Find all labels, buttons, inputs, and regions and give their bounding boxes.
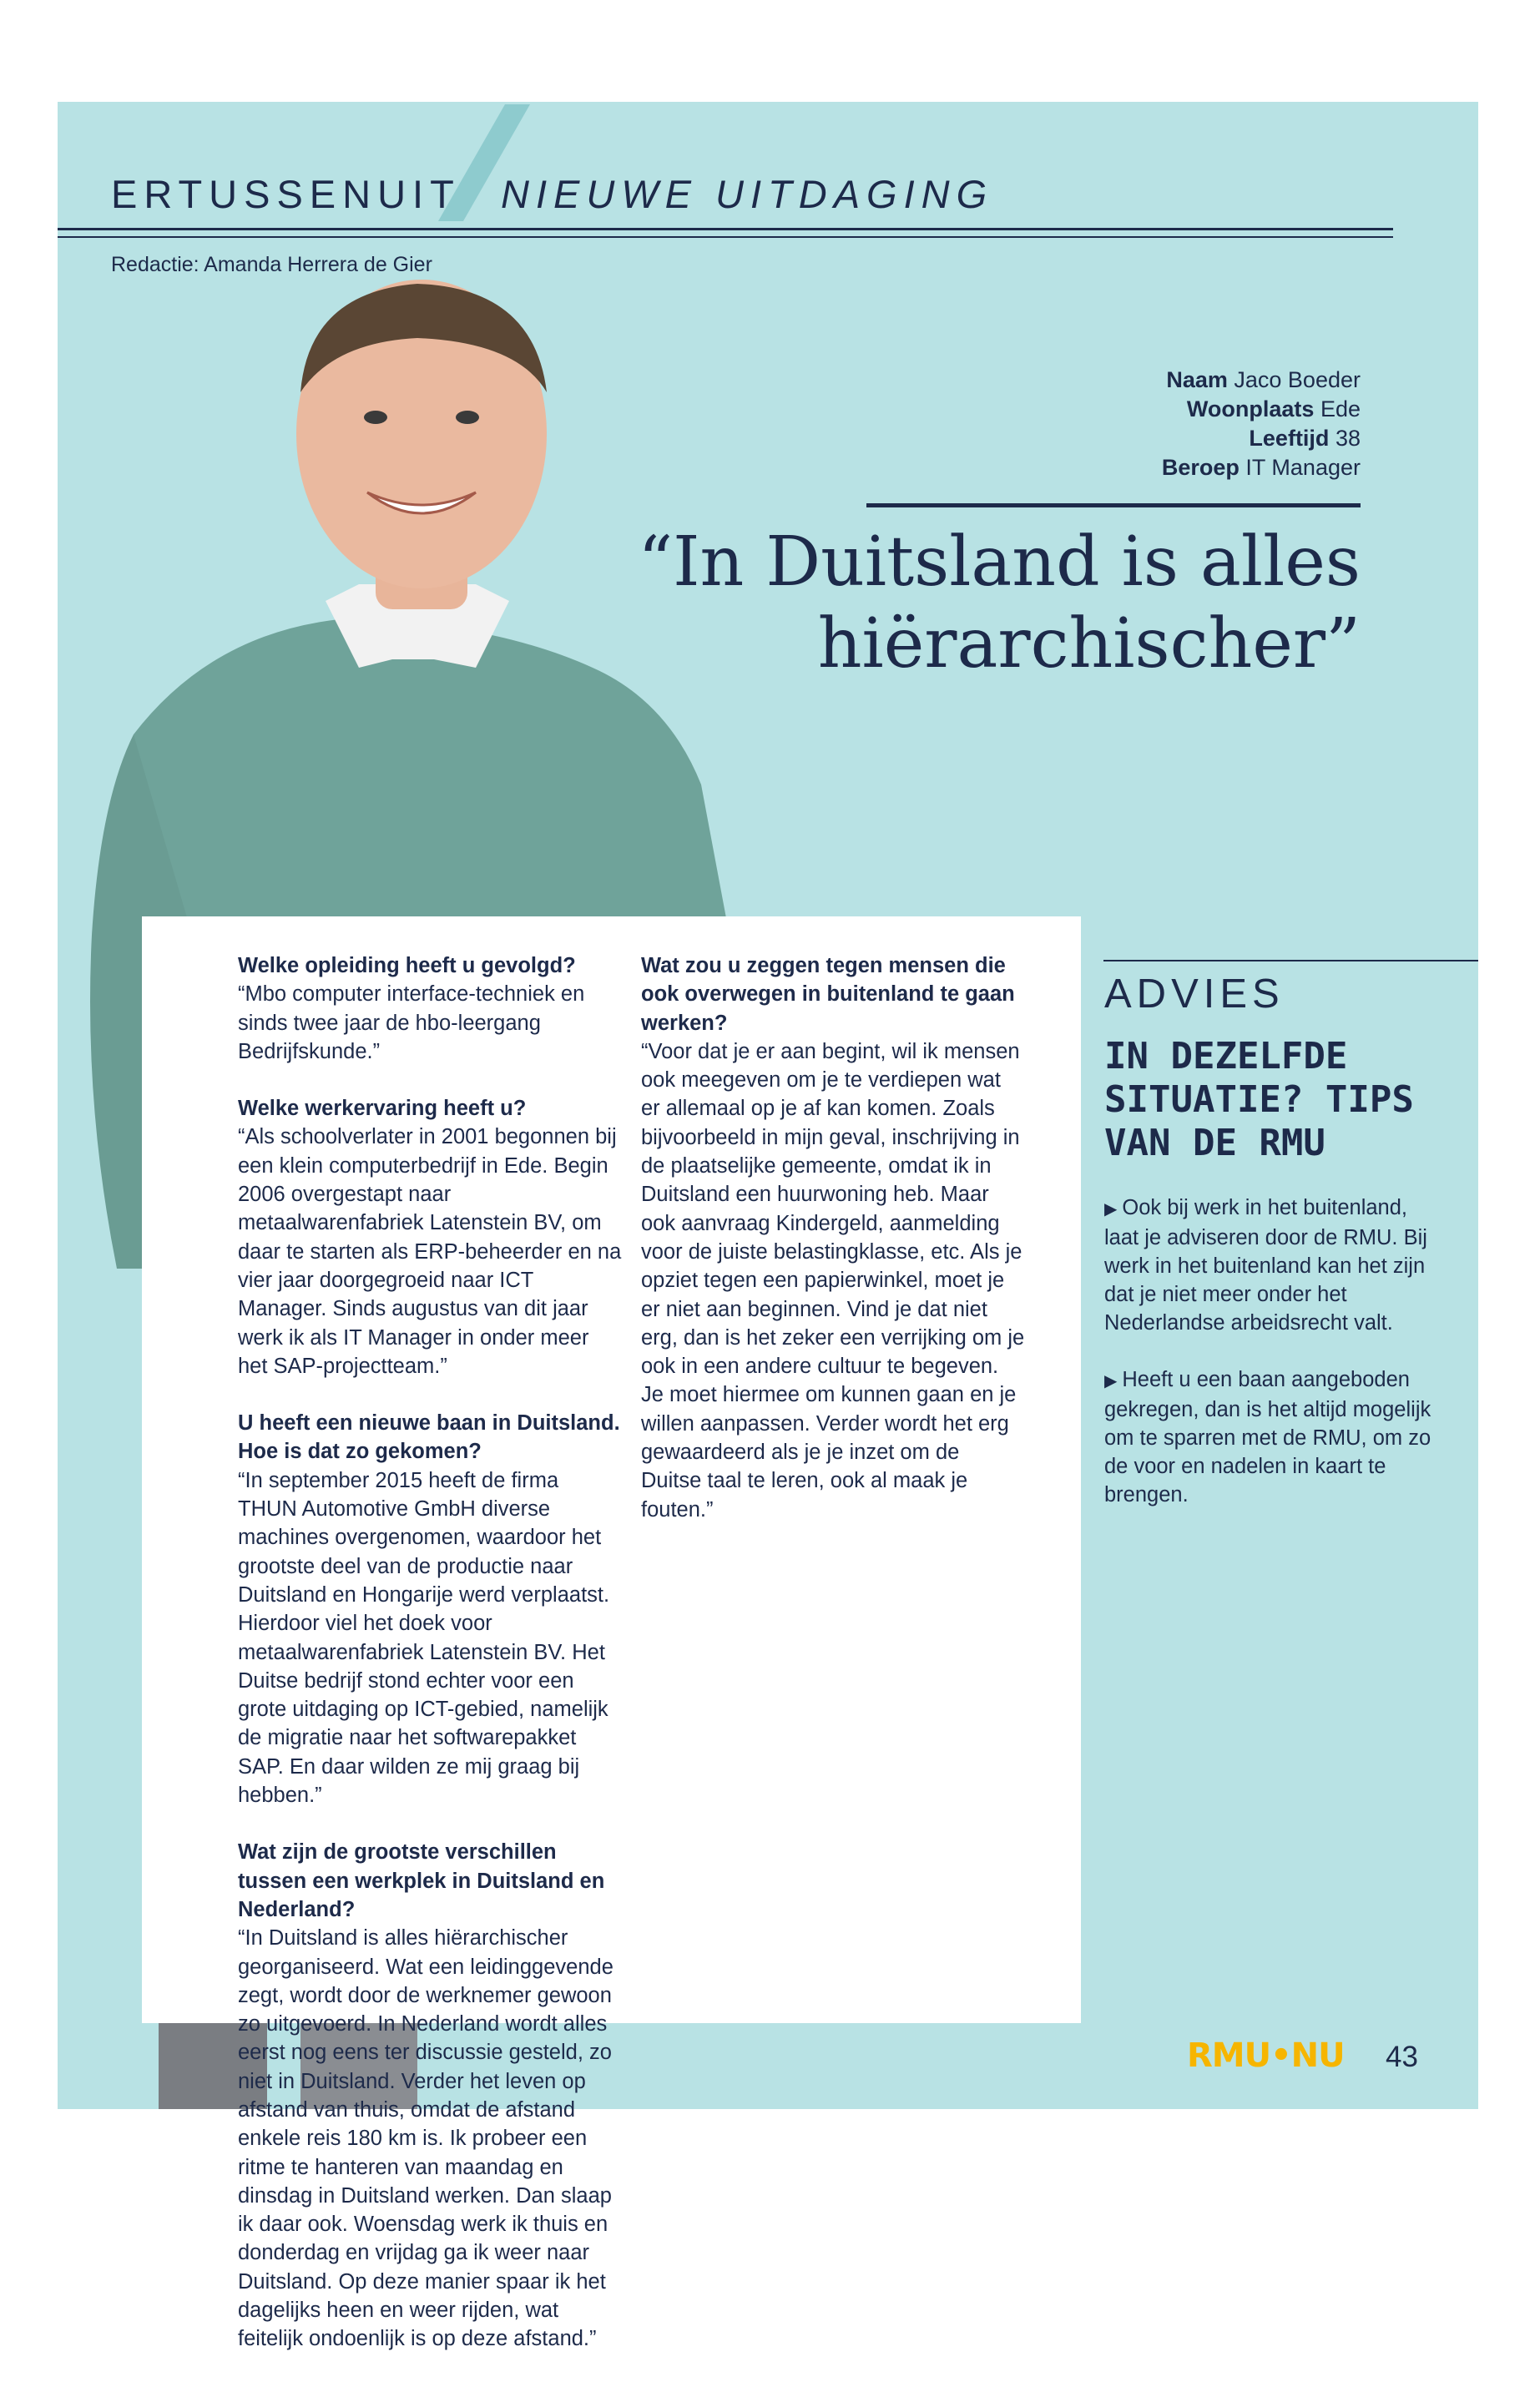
profile-name-value: Jaco Boeder [1234, 367, 1361, 392]
profile-city-label: Woonplaats [1186, 396, 1315, 421]
profile-rule [866, 503, 1361, 507]
answer: “In Duitsland is alles hiërarchischer georganiseerd. Wat een leidinggevende zegt, wordt door de werknemer gewoon zo uitgevoerd. In Nederland wordt alles eerst nog eens ter discussie gesteld, zo niet in Duitsland. Verder het leven op afstand van thuis, omdat de afstand enkele reis 180 km is. Ik probeer een ritme te hanteren van maandag en dinsdag in Duitsland werken. Dan slaap ik daar ook. Woensdag werk ik thuis en donderdag en vrijdag ga ik weer naar Duitsland. Op deze manier spaar ik het dagelijks heen en weer rijden, wat feitelijk ondoenlijk is op deze afstand.” [238, 1926, 613, 2351]
answer: “In september 2015 heeft de firma THUN Automotive GmbH diverse machines overgenomen, waardoor het grootste deel van de productie naar Duitsland en Hongarije werd verplaatst. Hierdoor viel het doek voor metaalwarenfabriek Latenstein BV. Het Duitse bedrijf stond echter voor een grote uitdaging op ICT-gebied, namelijk de migratie naar het softwarepakket SAP. En daar wilden ze mij graag bij hebben.” [238, 1468, 610, 1808]
section-label: ERTUSSENUIT [111, 172, 461, 216]
profile-age-value: 38 [1335, 426, 1361, 451]
header-rule [58, 228, 1393, 230]
answer: “Als schoolverlater in 2001 begonnen bij een klein computerbedrijf in Ede. Begin 2006 overgestapt naar metaalwarenfabriek Latenstein BV, om daar te starten als ERP-beheerder en na vier jaar doorgegroeid naar ICT Manager. Sinds augustus van dit jaar werk ik als IT Manager in onder meer het SAP-projectteam.” [238, 1125, 622, 1378]
profile-job-label: Beroep [1161, 455, 1240, 480]
rmu-nu-logo: RMU•NU [1187, 2036, 1345, 2075]
article-column-1 [238, 951, 622, 2382]
section-subtitle: NIEUWE UITDAGING [501, 172, 994, 216]
answer: “Voor dat je er aan begint, wil ik mensen ook meegeven om je te verdiepen wat er allemaal op je af kan komen. Zoals bijvoorbeeld in mijn geval, inschrijving in de plaatselijke gemeente, omdat ik in Duitsland een huurwoning heb. Maar ook aanvraag Kindergeld, aanmelding voor de juiste belastingklasse, etc. Als je opziet tegen een papierwinkel, moet je er niet aan beginnen. Vind je dat niet erg, dan is het zeker een verrijking om je ook in een andere cultuur te begeven. Je moet hiermee om kunnen gaan en je willen aanpassen. Verder wordt het erg gewaardeerd als je je inzet om de Duitse taal te leren, ook al maak je fouten.” [641, 1039, 1025, 1522]
pull-quote-line-2: hiërarchischer” [817, 604, 1361, 684]
tip-item [1104, 1194, 1438, 1337]
advies-title: IN DEZELFDE SITUATIE? TIPS VAN DE RMU [1104, 1035, 1414, 1164]
pull-quote-line-1: “In Duitsland is alles [638, 522, 1361, 602]
advies-rule [1103, 960, 1478, 961]
profile-name [893, 366, 1361, 395]
question: Wat zou u zeggen tegen mensen die ook overwegen in buitenland te gaan werken? [641, 954, 1015, 1035]
pull-quote [526, 522, 1361, 685]
question: Welke werkervaring heeft u? [238, 1097, 527, 1121]
editor-credit: Redactie: Amanda Herrera de Gier [111, 253, 432, 276]
page-number: 43 [1386, 2041, 1418, 2073]
profile-city-value: Ede [1320, 396, 1361, 421]
triangle-right-icon: ▶ [1104, 1200, 1118, 1219]
profile-age [893, 424, 1361, 453]
advies-tips [1104, 1194, 1438, 1537]
tip-text: Heeft u een baan aangeboden gekregen, dan is het altijd mogelijk om te sparren met de RMU, om zo de voor en nadelen in kaart te brengen. [1104, 1368, 1431, 1506]
answer: “Mbo computer interface-techniek en sinds twee jaar de hbo-leergang Bedrijfskunde.” [238, 982, 585, 1063]
tip-text: Ook bij werk in het buitenland, laat je adviseren door de RMU. Bij werk in het buitenland kan het zijn dat je niet meer onder het Nederlandse arbeidsrecht valt. [1104, 1196, 1427, 1335]
header-rule-thin [58, 236, 1393, 238]
profile-age-label: Leeftijd [1249, 426, 1330, 451]
tip-item [1104, 1365, 1438, 1509]
question: Welke opleiding heeft u gevolgd? [238, 954, 576, 977]
profile-box [893, 366, 1361, 482]
profile-name-label: Naam [1166, 367, 1228, 392]
profile-job [893, 453, 1361, 482]
question: U heeft een nieuwe baan in Duitsland. Hoe is dat zo gekomen? [238, 1411, 620, 1464]
article-column-2 [641, 951, 1025, 1552]
question: Wat zijn de grootste verschillen tussen een werkplek in Duitsland en Nederland? [238, 1840, 605, 1921]
profile-job-value: IT Manager [1245, 455, 1361, 480]
advies-label: ADVIES [1104, 971, 1285, 1017]
profile-city [893, 395, 1361, 424]
triangle-right-icon: ▶ [1104, 1372, 1118, 1390]
